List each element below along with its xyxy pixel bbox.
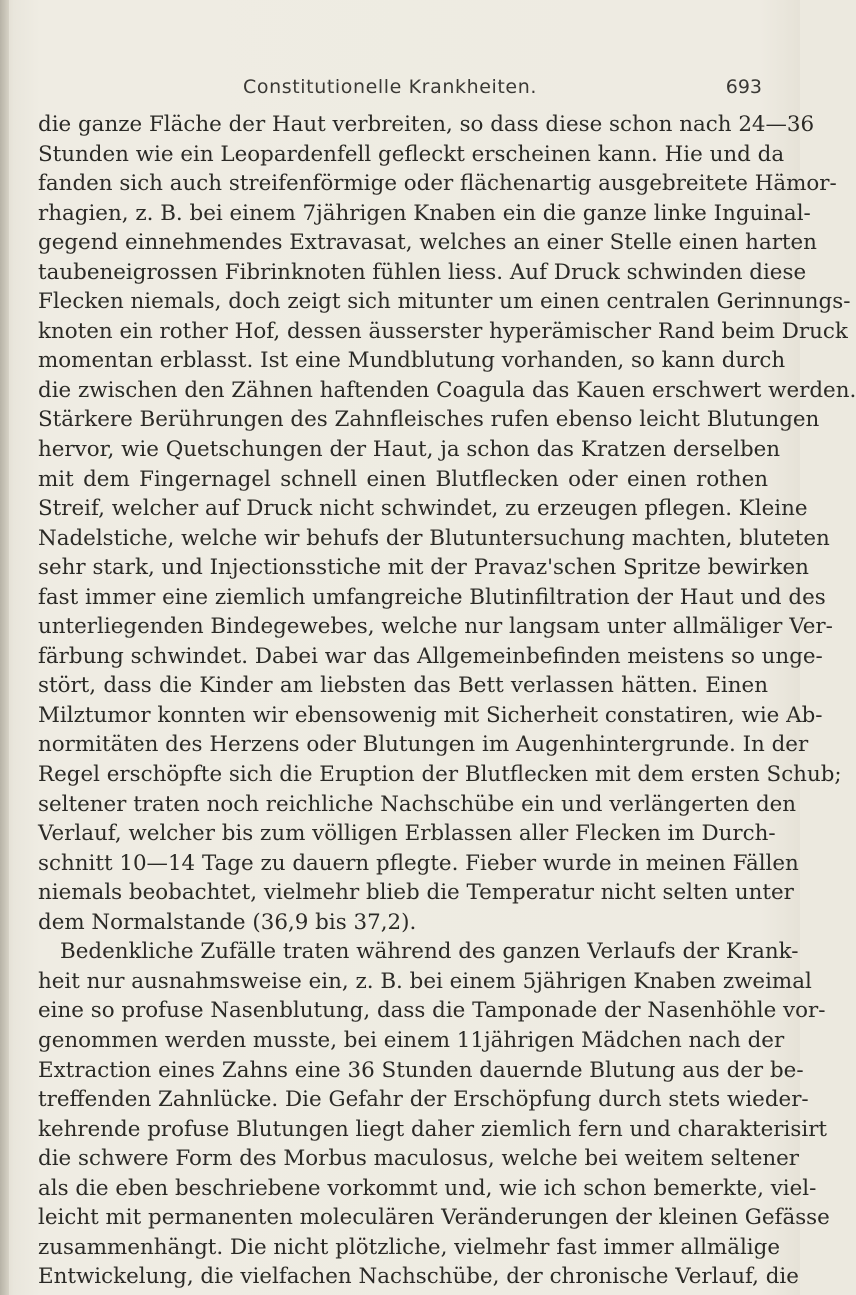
text-line: als die eben beschriebene vorkommt und, wie ich schon bemerkte, viel-	[38, 1175, 817, 1201]
text-line: stört, dass die Kinder am liebsten das Bett verlassen hätten. Einen	[38, 673, 768, 699]
running-title: Constitutionelle Krankheiten.	[242, 76, 537, 98]
page-gutter-shadow	[0, 0, 9, 1295]
text-line: leicht mit permanenten moleculären Veränderungen der kleinen Gefässe	[38, 1205, 830, 1231]
text-line-paragraph-start: Bedenkliche Zufälle traten während des ganzen Verlaufs der Krank-	[60, 939, 799, 965]
text-line: die zwischen den Zähnen haftenden Coagula das Kauen erschwert werden.	[38, 377, 856, 403]
text-line: normitäten des Herzens oder Blutungen im Augenhintergrunde. In der	[38, 732, 809, 758]
text-line: momentan erblasst. Ist eine Mundblutung vorhanden, so kann durch	[38, 348, 786, 374]
text-line: schnitt 10—14 Tage zu dauern pflegte. Fieber wurde in meinen Fällen	[38, 850, 799, 876]
text-line: knoten ein rother Hof, dessen äusserster hyperämischer Rand beim Druck	[38, 318, 848, 344]
text-line: niemals beobachtet, vielmehr blieb die Temperatur nicht selten unter	[38, 880, 794, 906]
text-line: genommen werden musste, bei einem 11jährigen Mädchen nach der	[38, 1027, 785, 1053]
text-line: fanden sich auch streifenförmige oder flächenartig ausgebreitete Hämor-	[38, 171, 837, 197]
text-line: eine so profuse Nasenblutung, dass die Tamponade der Nasenhöhle vor-	[38, 998, 826, 1024]
text-line: sehr stark, und Injectionsstiche mit der Pravaz'schen Spritze bewirken	[38, 555, 809, 581]
text-line: Stunden wie ein Leopardenfell gefleckt erscheinen kann. Hie und da	[38, 141, 785, 167]
text-line: seltener traten noch reichliche Nachschübe ein und verlängerten den	[38, 791, 797, 817]
text-line: fast immer eine ziemlich umfangreiche Blutinfiltration der Haut und des	[38, 584, 826, 610]
text-line: mit dem Fingernagel schnell einen Blutflecken oder einen rothen	[38, 466, 768, 492]
text-line: taubeneigrossen Fibrinknoten fühlen liess. Auf Druck schwinden diese	[38, 259, 807, 285]
text-line-paragraph-end: dem Normalstande (36,9 bis 37,2).	[38, 909, 417, 935]
text-line: Regel erschöpfte sich die Eruption der Blutflecken mit dem ersten Schub;	[38, 762, 842, 788]
page-number: 693	[725, 76, 762, 98]
text-line: Nadelstiche, welche wir behufs der Blutuntersuchung machten, bluteten	[38, 525, 830, 551]
text-line: rhagien, z. B. bei einem 7jährigen Knaben ein die ganze linke Inguinal-	[38, 200, 811, 226]
text-line: Streif, welcher auf Druck nicht schwindet, zu erzeugen pflegen. Kleine	[38, 496, 808, 522]
running-header	[0, 70, 800, 100]
text-line: zusammenhängt. Die nicht plötzliche, vielmehr fast immer allmälige	[38, 1234, 780, 1260]
text-line: unterliegenden Bindegewebes, welche nur langsam unter allmäliger Ver-	[38, 614, 833, 640]
body-text	[38, 110, 856, 1292]
text-line: Milztumor konnten wir ebensowenig mit Sicherheit constatiren, wie Ab-	[38, 702, 823, 728]
text-line: Extraction eines Zahns eine 36 Stunden dauernde Blutung aus der be-	[38, 1057, 804, 1083]
text-line: Verlauf, welcher bis zum völligen Erblassen aller Flecken im Durch-	[38, 821, 776, 847]
text-line: färbung schwindet. Dabei war das Allgemeinbefinden meistens so unge-	[38, 643, 823, 669]
text-line: hervor, wie Quetschungen der Haut, ja schon das Kratzen derselben	[38, 437, 781, 463]
text-line: gegend einnehmendes Extravasat, welches an einer Stelle einen harten	[38, 230, 817, 256]
text-line: heit nur ausnahmsweise ein, z. B. bei einem 5jährigen Knaben zweimal	[38, 968, 812, 994]
text-line: die schwere Form des Morbus maculosus, welche bei weitem seltener	[38, 1146, 800, 1172]
text-line: Stärkere Berührungen des Zahnfleisches rufen ebenso leicht Blutungen	[38, 407, 820, 433]
text-line: Entwickelung, die vielfachen Nachschübe, der chronische Verlauf, die	[38, 1264, 799, 1290]
text-line: treffenden Zahnlücke. Die Gefahr der Erschöpfung durch stets wieder-	[38, 1087, 809, 1113]
text-line: kehrende profuse Blutungen liegt daher ziemlich fern und charakterisirt	[38, 1116, 828, 1142]
text-line: die ganze Fläche der Haut verbreiten, so dass diese schon nach 24—36	[38, 112, 815, 137]
text-line: Flecken niemals, doch zeigt sich mitunter um einen centralen Gerinnungs-	[38, 289, 851, 315]
